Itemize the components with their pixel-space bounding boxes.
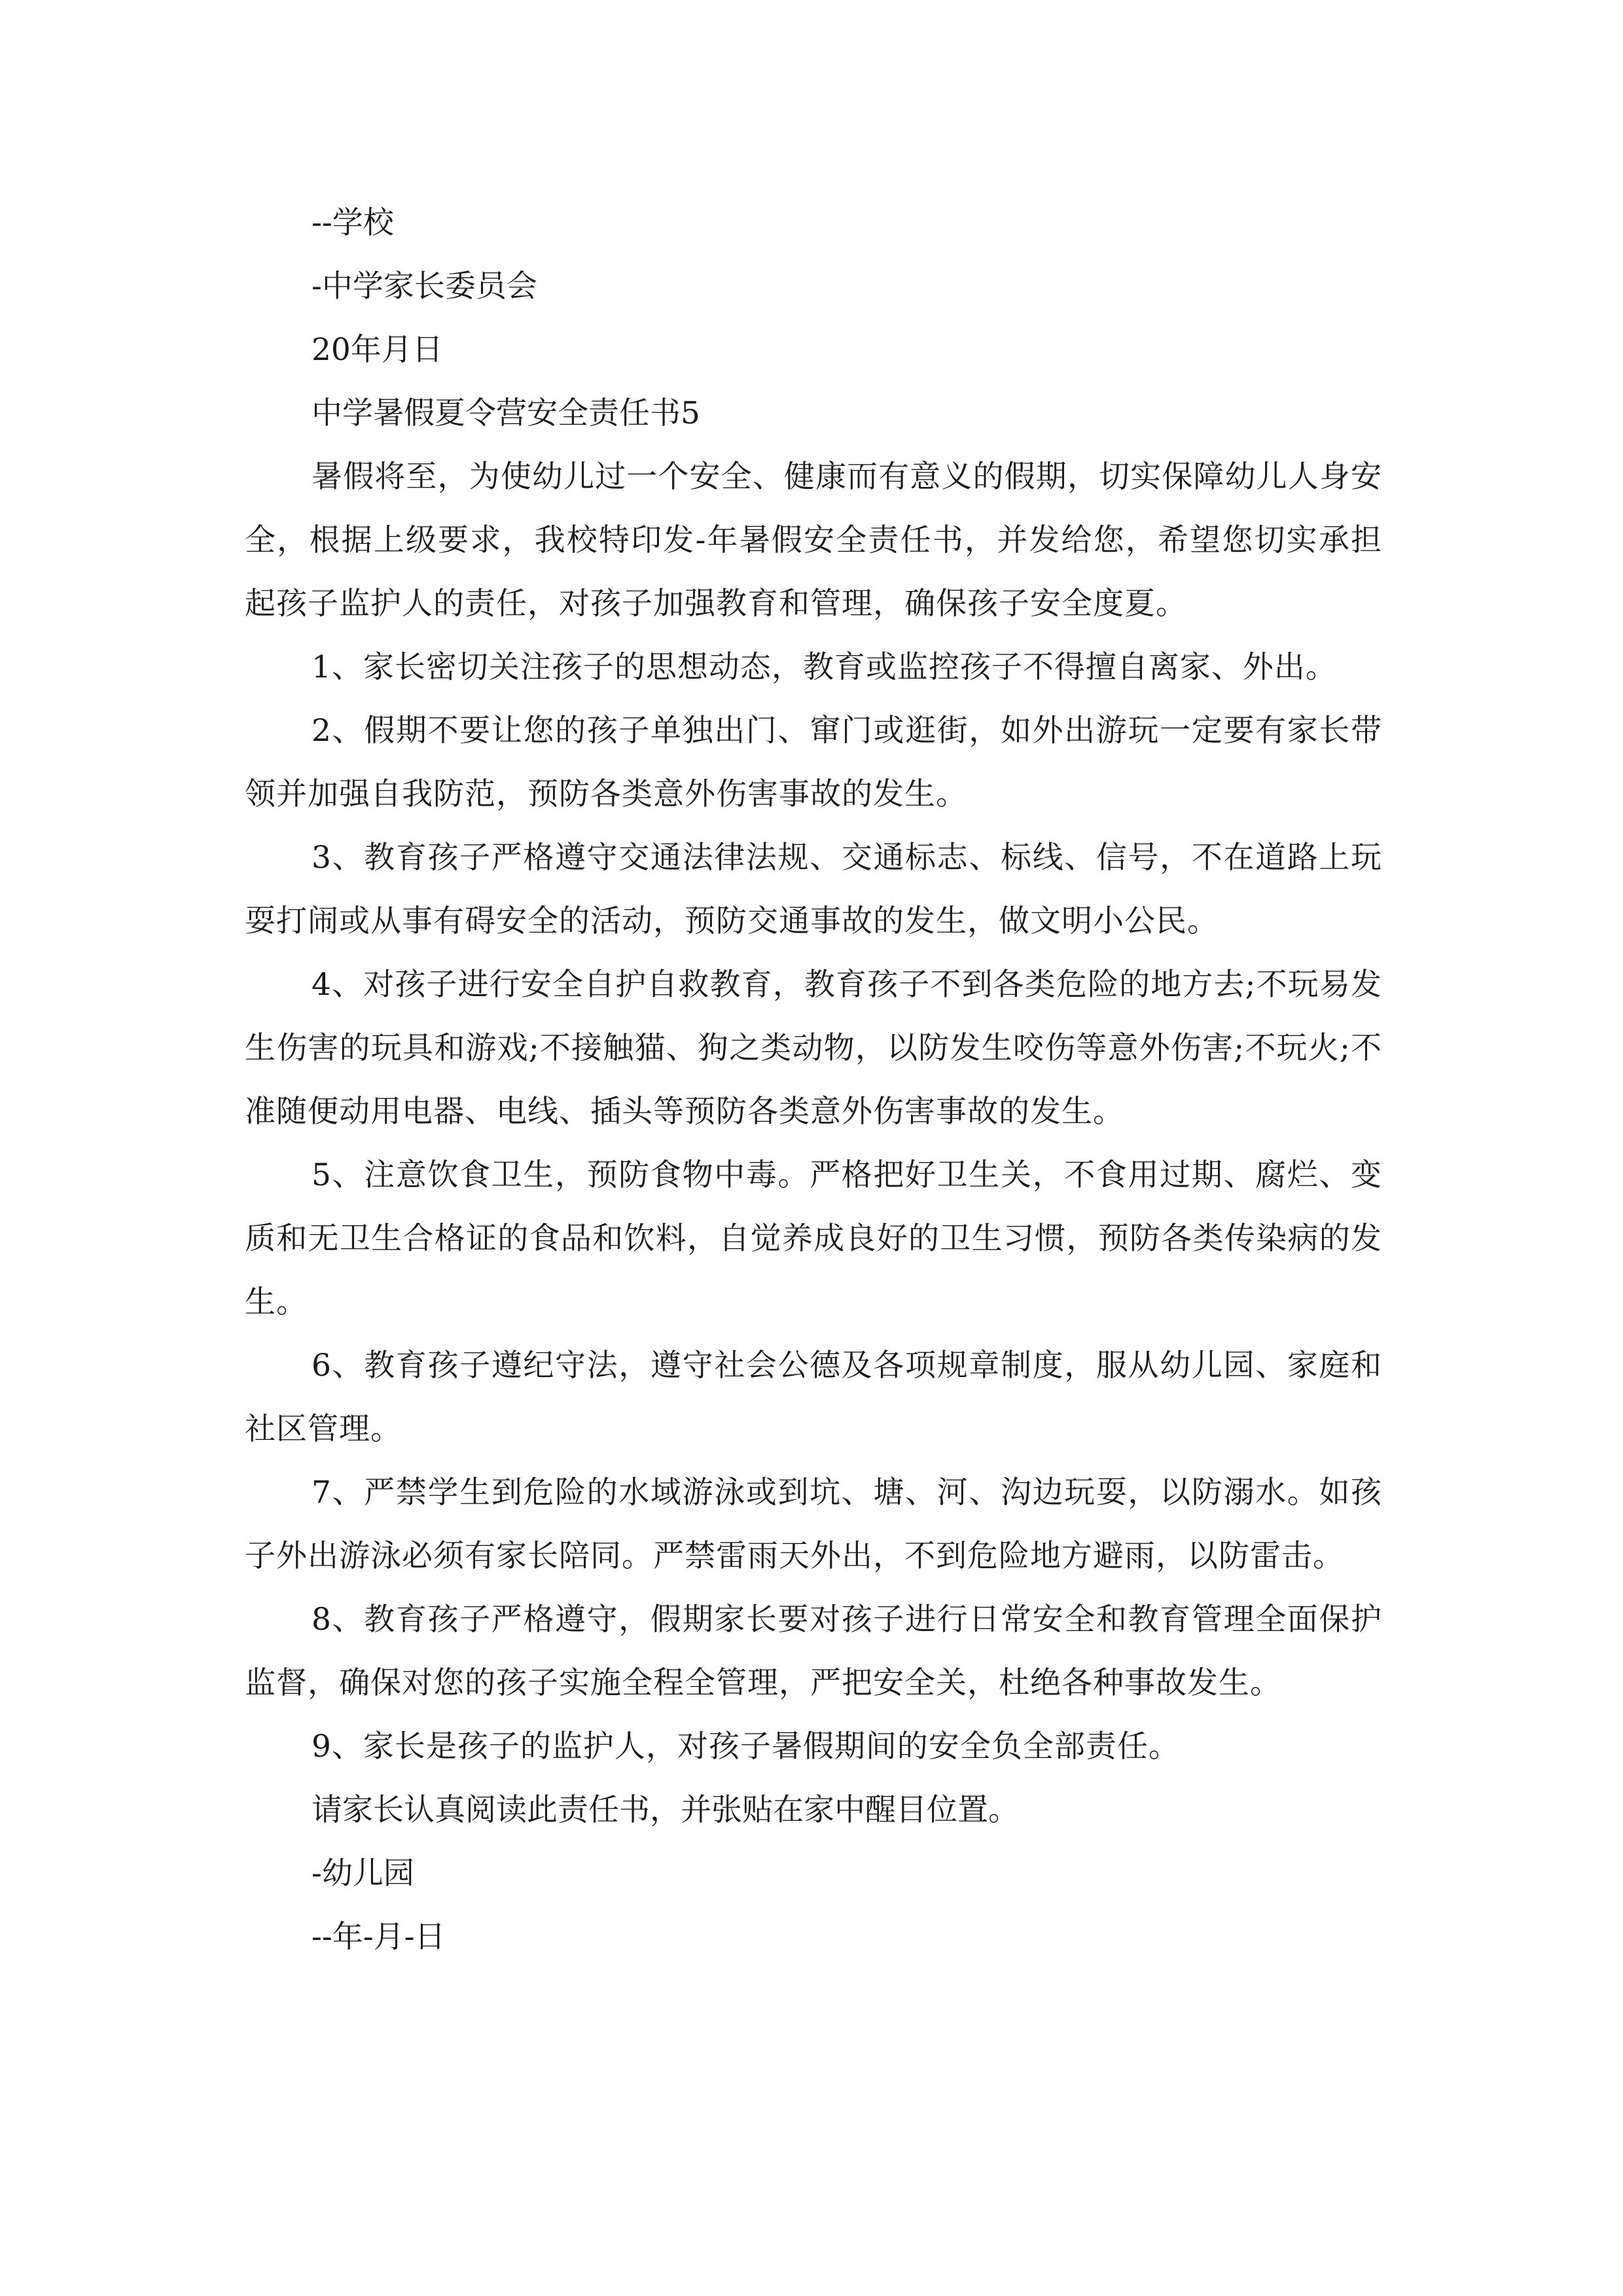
list-item: 5、注意饮食卫生，预防食物中毒。严格把好卫生关，不食用过期、腐烂、变质和无卫生合格证的食品和饮料，自觉养成良好的卫生习惯，预防各类传染病的发生。 (245, 1157, 1382, 1320)
closing-note: 请家长认真阅读此责任书，并张贴在家中醒目位置。 (312, 1792, 1019, 1828)
list-item: 4、对孩子进行安全自护自救教育，教育孩子不到各类危险的地方去;不玩易发生伤害的玩具和游戏;不接触猫、狗之类动物，以防发生咬伤等意外伤害;不玩火;不准随便动用电器、电线、插头等预防各类意外伤害事故的发生。 (245, 967, 1382, 1130)
list-item: 9、家长是孩子的监护人，对孩子暑假期间的安全负全部责任。 (312, 1729, 1180, 1765)
signature-final-date: --年-月-日 (312, 1919, 446, 1955)
list-item: 1、家长密切关注孩子的思想动态，教育或监控孩子不得擅自离家、外出。 (312, 649, 1337, 685)
document-body (245, 191, 1382, 1969)
list-item: 6、教育孩子遵纪守法，遵守社会公德及各项规章制度，服从幼儿园、家庭和社区管理。 (245, 1348, 1382, 1447)
section-title: 中学暑假夏令营安全责任书5 (312, 395, 700, 431)
signature-committee: -中学家长委员会 (312, 268, 537, 304)
intro-paragraph: 暑假将至，为使幼儿过一个安全、健康而有意义的假期，切实保障幼儿人身安全，根据上级要求，我校特印发-年暑假安全责任书，并发给您，希望您切实承担起孩子监护人的责任，对孩子加强教育和管理，确保孩子安全度夏。 (245, 459, 1382, 622)
signature-date: 20年月日 (312, 332, 443, 368)
list-item: 7、严禁学生到危险的水域游泳或到坑、塘、河、沟边玩耍，以防溺水。如孩子外出游泳必须有家长陪同。严禁雷雨天外出，不到危险地方避雨，以防雷击。 (245, 1475, 1382, 1574)
list-item: 3、教育孩子严格遵守交通法律法规、交通标志、标线、信号，不在道路上玩耍打闹或从事有碍安全的活动，预防交通事故的发生，做文明小公民。 (245, 840, 1382, 939)
list-item: 2、假期不要让您的孩子单独出门、窜门或逛街，如外出游玩一定要有家长带领并加强自我防范，预防各类意外伤害事故的发生。 (245, 713, 1382, 812)
signature-kindergarten: -幼儿园 (312, 1856, 414, 1892)
signature-school: --学校 (312, 205, 394, 241)
list-item: 8、教育孩子严格遵守，假期家长要对孩子进行日常安全和教育管理全面保护监督，确保对您的孩子实施全程全管理，严把安全关，杜绝各种事故发生。 (245, 1602, 1382, 1701)
